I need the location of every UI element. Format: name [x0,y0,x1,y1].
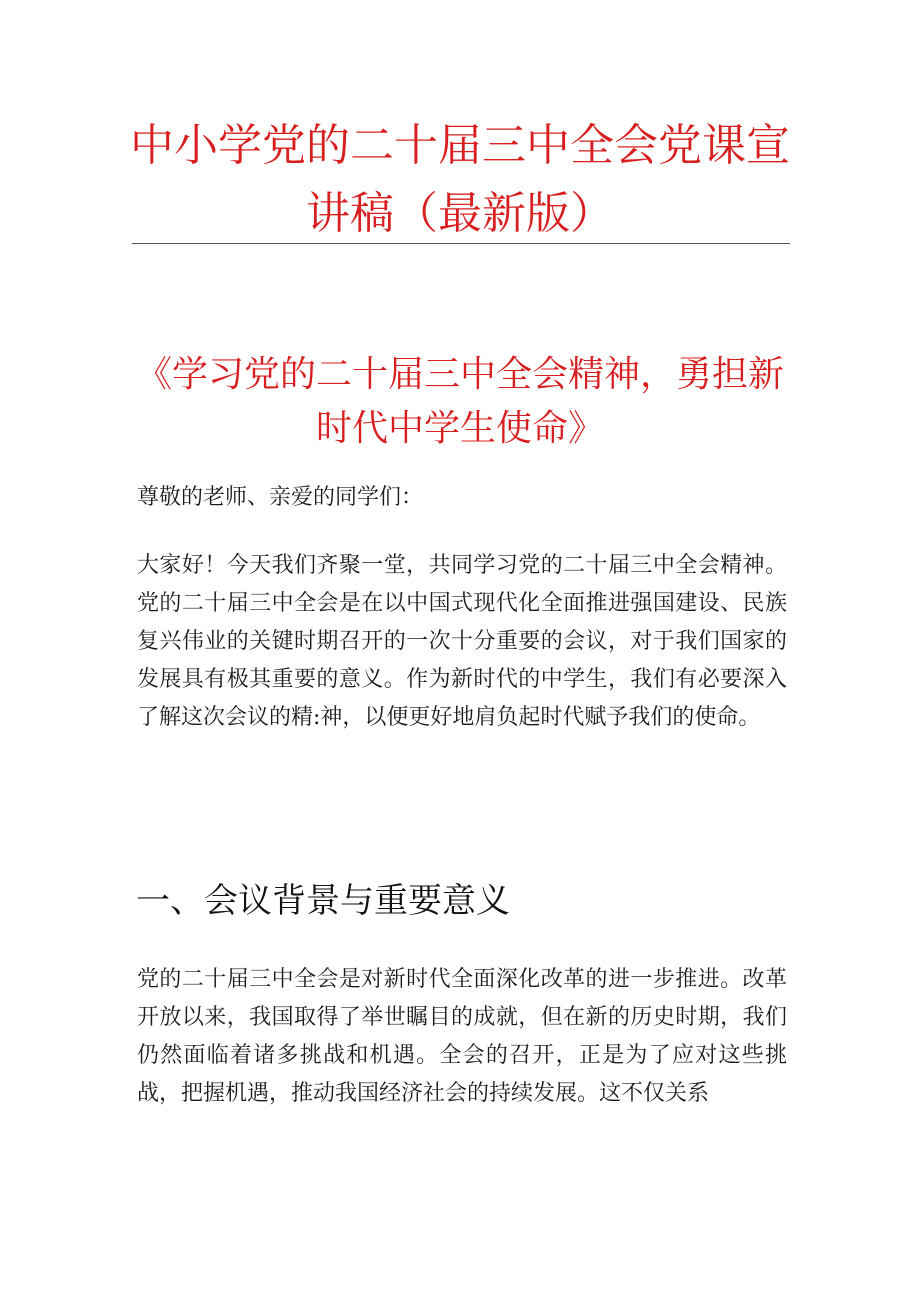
section-heading: 一、会议背景与重要意义 [136,881,510,921]
salutation: 尊敬的老师、亲爱的同学们： [137,485,424,510]
document-title: 中小学党的二十届三中全会党课宣讲稿（最新版） [130,120,790,239]
section-paragraph: 党的二十届三中全会是对新时代全面深化改革的进一步推进。改革开放以来，我国取得了举世瞩目的成就，但在新的历史时期，我们仍然面临着诸多挑战和机遇。全会的召开，正是为了应对这些挑战，把握机遇，推动我国经济社会的持续发展。这不仅关系 [137,967,787,1106]
title-divider [132,243,790,244]
speech-title: 《学习党的二十届三中全会精神，勇担新时代中学生使命》 [135,354,784,449]
intro-paragraph: 大家好！今天我们齐聚一堂，共同学习党的二十届三中全会精神。党的二十届三中全会是在以中国式现代化全面推进强国建设、民族复兴伟业的关键时期召开的一次十分重要的会议，对于我们国家的发展具有极其重要的意义。作为新时代的中学生，我们有必要深入了解这次会议的精:神，以便更好地肩负起时代赋予我们的使命。 [137,553,787,730]
